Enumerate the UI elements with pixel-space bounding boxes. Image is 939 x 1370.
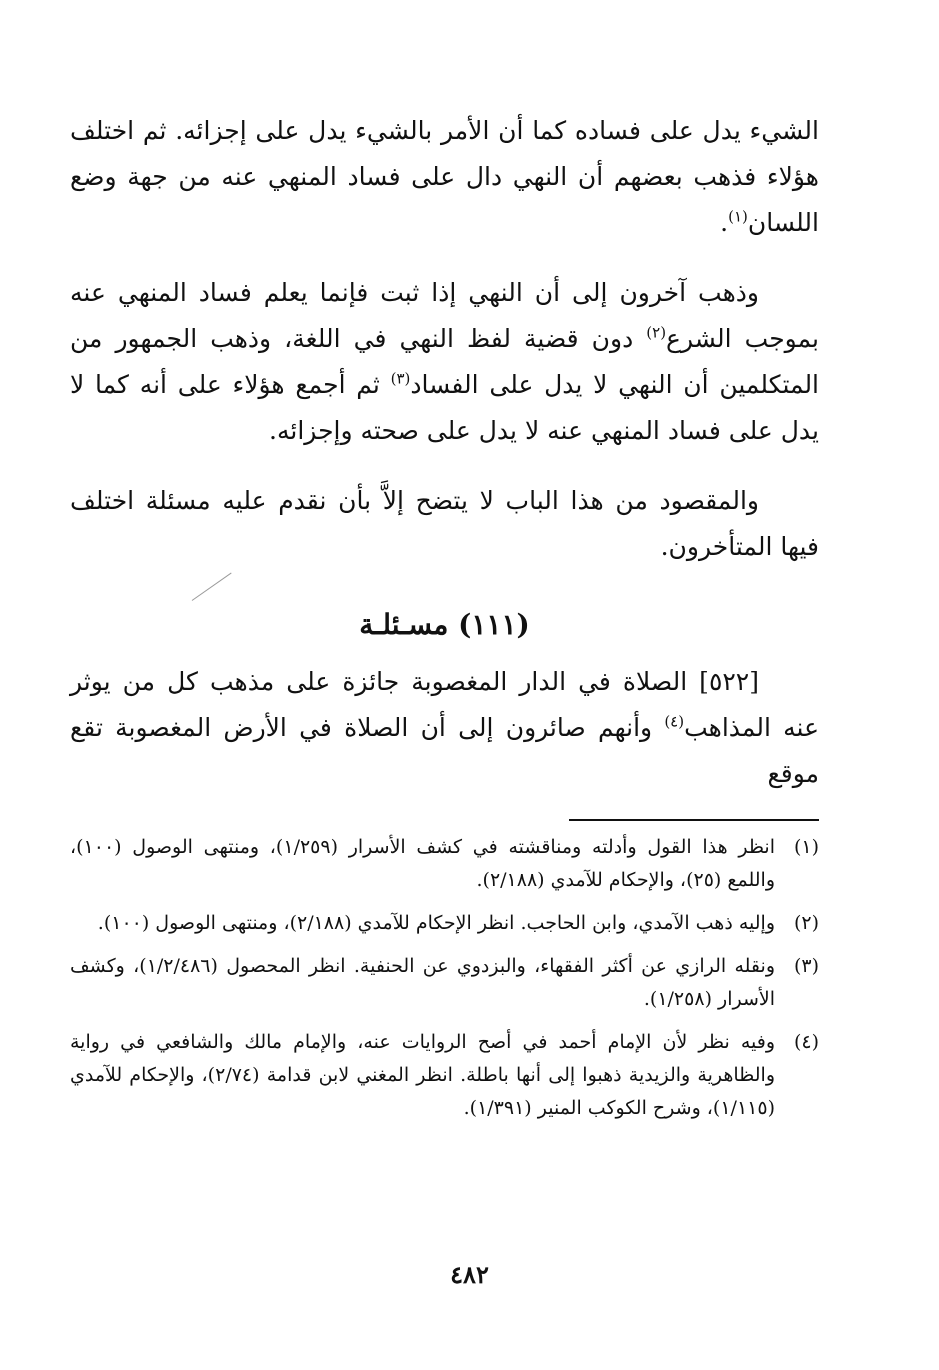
paragraph-3-text: والمقصود من هذا الباب لا يتضح إلاَّ بأن نقدم عليه مسئلة اختلف فيها المتأخرون. <box>70 486 819 561</box>
paragraph-2-text-b: دون قضية لفظ النهي في اللغة، وذهب الجمهور من المتكلمين أن النهي لا يدل على الفساد <box>70 324 820 399</box>
footnote-2 <box>70 907 819 940</box>
paragraph-1-end: . <box>720 208 729 237</box>
page-number: ٤٨٢ <box>450 1260 489 1289</box>
footnote-number: (٣) <box>793 955 819 977</box>
issue-paragraph <box>70 659 819 797</box>
footnote-divider <box>569 819 819 821</box>
footnote-1 <box>70 831 819 897</box>
footnote-text: وفيه نظر لأن الإمام أحمد في أصح الروايات عنه، والإمام مالك والشافعي في رواية والظاهرية والزيدية ذهبوا إلى أنها باطلة. انظر المغني لابن قدامة (٢/٧٤)، والإحكام للآمدي (١/١١٥)، وشرح الكوكب المنير (١/٣٩١). <box>70 1031 775 1119</box>
footnote-number: (١) <box>793 836 819 858</box>
footnote-ref-2: (٢) <box>646 323 667 342</box>
footnotes <box>70 831 819 1125</box>
footnote-number: (٢) <box>793 912 819 934</box>
page-body <box>70 108 819 1370</box>
paragraph-2 <box>70 270 819 454</box>
footnote-text: وإليه ذهب الآمدي، وابن الحاجب. انظر الإحكام للآمدي (٢/١٨٨)، ومنتهى الوصول (١٠٠). <box>97 912 775 934</box>
footnote-3 <box>70 950 819 1016</box>
footnote-4 <box>70 1026 819 1125</box>
paragraph-2-text-a: وذهب آخرون إلى أن النهي إذا ثبت فإنما يعلم فساد المنهي عنه بموجب الشرع <box>70 278 820 353</box>
paragraph-1 <box>70 108 819 246</box>
footnote-ref-4: (٤) <box>664 712 685 731</box>
footnote-text: ونقله الرازي عن أكثر الفقهاء، والبزدوي عن الحنفية. انظر المحصول (١/٢/٤٨٦)، وكشف الأسرار (١/٢٥٨). <box>70 955 775 1010</box>
footnote-ref-1: (١) <box>728 207 748 226</box>
paragraph-3 <box>70 478 819 570</box>
paragraph-1-text: الشيء يدل على فساده كما أن الأمر بالشيء يدل على إجزائه. ثم اختلف هؤلاء فذهب بعضهم أن النهي دال على فساد المنهي عنه من جهة وضع اللسان <box>70 116 819 237</box>
footnote-ref-3: (٣) <box>390 369 411 388</box>
issue-text-a: [٥٢٢] الصلاة في الدار المغصوبة جائزة على مذهب كل من يوثر عنه المذاهب <box>70 667 819 742</box>
issue-text-b: وأنهم صائرون إلى أن الصلاة في الأرض المغصوبة تقع موقع <box>70 713 819 788</box>
footnote-text: انظر هذا القول وأدلته ومناقشته في كشف الأسرار (١/٢٥٩)، ومنتهى الوصول (١٠٠)، واللمع (٢٥)، والإحكام للآمدي (٢/١٨٨). <box>70 836 775 891</box>
section-heading: (١١١) مسـئلـة <box>359 608 530 641</box>
footnote-number: (٤) <box>793 1031 819 1053</box>
paragraph-2-text-c: ثم أجمع هؤلاء على أنه كما لا يدل على فساد المنهي عنه لا يدل على صحته وإجزائه. <box>70 370 819 445</box>
